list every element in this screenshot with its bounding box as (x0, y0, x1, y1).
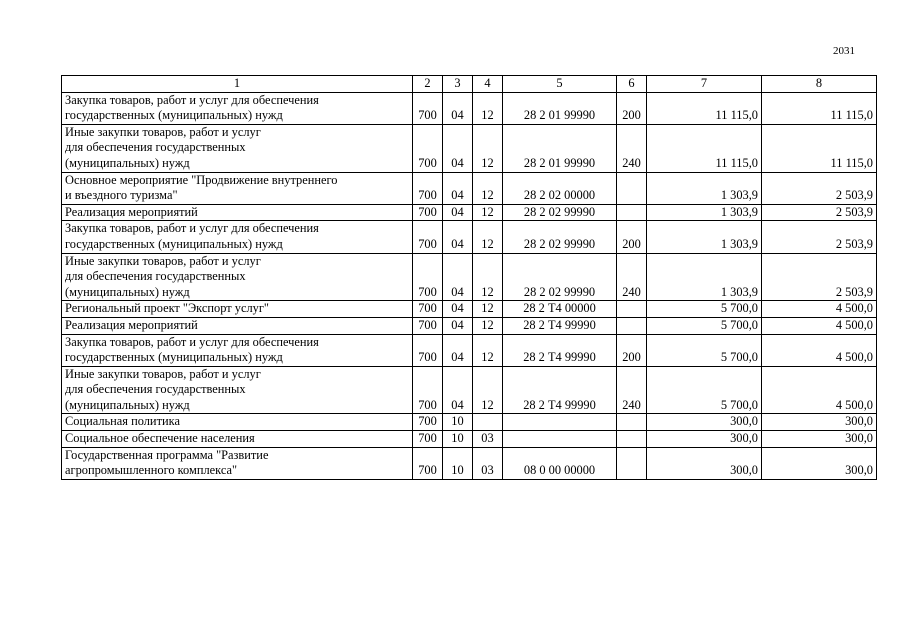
subsection-cell: 03 (473, 431, 503, 448)
section-cell: 10 (443, 414, 473, 431)
description-cell: Иные закупки товаров, работ и услуг для обеспечения государственных (муниципальных) нужд (62, 366, 413, 414)
ministry-code-cell: 700 (413, 124, 443, 172)
amount-col8-cell: 300,0 (762, 447, 877, 479)
amount-col8-cell: 4 500,0 (762, 334, 877, 366)
subsection-cell: 12 (473, 204, 503, 221)
ministry-code-cell: 700 (413, 317, 443, 334)
subsection-cell: 12 (473, 301, 503, 318)
expense-type-cell: 200 (617, 221, 647, 253)
target-article-cell: 28 2 02 00000 (503, 172, 617, 204)
description-cell: Реализация мероприятий (62, 317, 413, 334)
expense-type-cell (617, 172, 647, 204)
section-cell: 04 (443, 124, 473, 172)
header-cell: 7 (647, 76, 762, 93)
expense-type-cell: 240 (617, 124, 647, 172)
header-cell: 2 (413, 76, 443, 93)
header-row (62, 76, 877, 93)
section-cell: 04 (443, 301, 473, 318)
description-cell: Социальная политика (62, 414, 413, 431)
ministry-code-cell: 700 (413, 414, 443, 431)
ministry-code-cell: 700 (413, 447, 443, 479)
target-article-cell (503, 414, 617, 431)
description-cell: Основное мероприятие "Продвижение внутреннего и въездного туризма" (62, 172, 413, 204)
expense-type-cell (617, 414, 647, 431)
amount-col8-cell: 4 500,0 (762, 366, 877, 414)
amount-col8-cell: 2 503,9 (762, 253, 877, 301)
amount-col8-cell: 2 503,9 (762, 221, 877, 253)
table-row (62, 172, 877, 204)
section-cell: 04 (443, 92, 473, 124)
table-row (62, 124, 877, 172)
ministry-code-cell: 700 (413, 253, 443, 301)
description-cell: Закупка товаров, работ и услуг для обеспечения государственных (муниципальных) нужд (62, 92, 413, 124)
expense-type-cell: 240 (617, 253, 647, 301)
description-cell: Закупка товаров, работ и услуг для обеспечения государственных (муниципальных) нужд (62, 221, 413, 253)
subsection-cell: 12 (473, 317, 503, 334)
budget-table-body (62, 76, 877, 480)
amount-col7-cell: 11 115,0 (647, 124, 762, 172)
section-cell: 10 (443, 447, 473, 479)
table-row (62, 301, 877, 318)
amount-col7-cell: 1 303,9 (647, 204, 762, 221)
subsection-cell: 12 (473, 221, 503, 253)
expense-type-cell (617, 204, 647, 221)
section-cell: 04 (443, 334, 473, 366)
target-article-cell: 28 2 01 99990 (503, 92, 617, 124)
section-cell: 04 (443, 221, 473, 253)
header-cell: 1 (62, 76, 413, 93)
target-article-cell: 28 2 01 99990 (503, 124, 617, 172)
section-cell: 04 (443, 366, 473, 414)
ministry-code-cell: 700 (413, 366, 443, 414)
table-row (62, 431, 877, 448)
subsection-cell: 12 (473, 124, 503, 172)
subsection-cell: 12 (473, 172, 503, 204)
section-cell: 10 (443, 431, 473, 448)
target-article-cell: 28 2 Т4 99990 (503, 317, 617, 334)
amount-col7-cell: 300,0 (647, 414, 762, 431)
target-article-cell: 28 2 02 99990 (503, 204, 617, 221)
expense-type-cell: 240 (617, 366, 647, 414)
description-cell: Социальное обеспечение населения (62, 431, 413, 448)
ministry-code-cell: 700 (413, 172, 443, 204)
description-cell: Региональный проект "Экспорт услуг" (62, 301, 413, 318)
target-article-cell: 08 0 00 00000 (503, 447, 617, 479)
table-row (62, 221, 877, 253)
table-row (62, 204, 877, 221)
subsection-cell: 12 (473, 334, 503, 366)
subsection-cell (473, 414, 503, 431)
target-article-cell: 28 2 Т4 99990 (503, 366, 617, 414)
table-row (62, 253, 877, 301)
expense-type-cell (617, 447, 647, 479)
amount-col7-cell: 5 700,0 (647, 317, 762, 334)
table-row (62, 317, 877, 334)
subsection-cell: 12 (473, 92, 503, 124)
target-article-cell: 28 2 Т4 00000 (503, 301, 617, 318)
ministry-code-cell: 700 (413, 431, 443, 448)
amount-col8-cell: 300,0 (762, 414, 877, 431)
page-number: 2031 (833, 45, 855, 57)
description-cell: Иные закупки товаров, работ и услуг для обеспечения государственных (муниципальных) нужд (62, 253, 413, 301)
table-row (62, 366, 877, 414)
description-cell: Государственная программа "Развитие агропромышленного комплекса" (62, 447, 413, 479)
amount-col8-cell: 11 115,0 (762, 124, 877, 172)
header-cell: 3 (443, 76, 473, 93)
header-cell: 8 (762, 76, 877, 93)
ministry-code-cell: 700 (413, 221, 443, 253)
section-cell: 04 (443, 253, 473, 301)
ministry-code-cell: 700 (413, 301, 443, 318)
header-cell: 4 (473, 76, 503, 93)
amount-col7-cell: 11 115,0 (647, 92, 762, 124)
expense-type-cell: 200 (617, 334, 647, 366)
description-cell: Иные закупки товаров, работ и услуг для обеспечения государственных (муниципальных) нужд (62, 124, 413, 172)
amount-col8-cell: 300,0 (762, 431, 877, 448)
target-article-cell: 28 2 02 99990 (503, 253, 617, 301)
section-cell: 04 (443, 204, 473, 221)
table-row (62, 334, 877, 366)
amount-col7-cell: 5 700,0 (647, 366, 762, 414)
ministry-code-cell: 700 (413, 92, 443, 124)
amount-col8-cell: 4 500,0 (762, 301, 877, 318)
ministry-code-cell: 700 (413, 334, 443, 366)
amount-col7-cell: 5 700,0 (647, 334, 762, 366)
expense-type-cell: 200 (617, 92, 647, 124)
description-cell: Реализация мероприятий (62, 204, 413, 221)
subsection-cell: 03 (473, 447, 503, 479)
header-cell: 5 (503, 76, 617, 93)
expense-type-cell (617, 317, 647, 334)
table-row (62, 447, 877, 479)
amount-col7-cell: 5 700,0 (647, 301, 762, 318)
budget-table (61, 75, 877, 480)
target-article-cell: 28 2 02 99990 (503, 221, 617, 253)
section-cell: 04 (443, 317, 473, 334)
header-cell: 6 (617, 76, 647, 93)
expense-type-cell (617, 431, 647, 448)
table-row (62, 414, 877, 431)
expense-type-cell (617, 301, 647, 318)
subsection-cell: 12 (473, 253, 503, 301)
amount-col7-cell: 1 303,9 (647, 172, 762, 204)
amount-col7-cell: 300,0 (647, 431, 762, 448)
target-article-cell (503, 431, 617, 448)
amount-col7-cell: 1 303,9 (647, 253, 762, 301)
amount-col7-cell: 1 303,9 (647, 221, 762, 253)
table-row (62, 92, 877, 124)
description-cell: Закупка товаров, работ и услуг для обеспечения государственных (муниципальных) нужд (62, 334, 413, 366)
amount-col8-cell: 2 503,9 (762, 204, 877, 221)
amount-col8-cell: 2 503,9 (762, 172, 877, 204)
section-cell: 04 (443, 172, 473, 204)
amount-col8-cell: 11 115,0 (762, 92, 877, 124)
amount-col7-cell: 300,0 (647, 447, 762, 479)
subsection-cell: 12 (473, 366, 503, 414)
target-article-cell: 28 2 Т4 99990 (503, 334, 617, 366)
amount-col8-cell: 4 500,0 (762, 317, 877, 334)
ministry-code-cell: 700 (413, 204, 443, 221)
